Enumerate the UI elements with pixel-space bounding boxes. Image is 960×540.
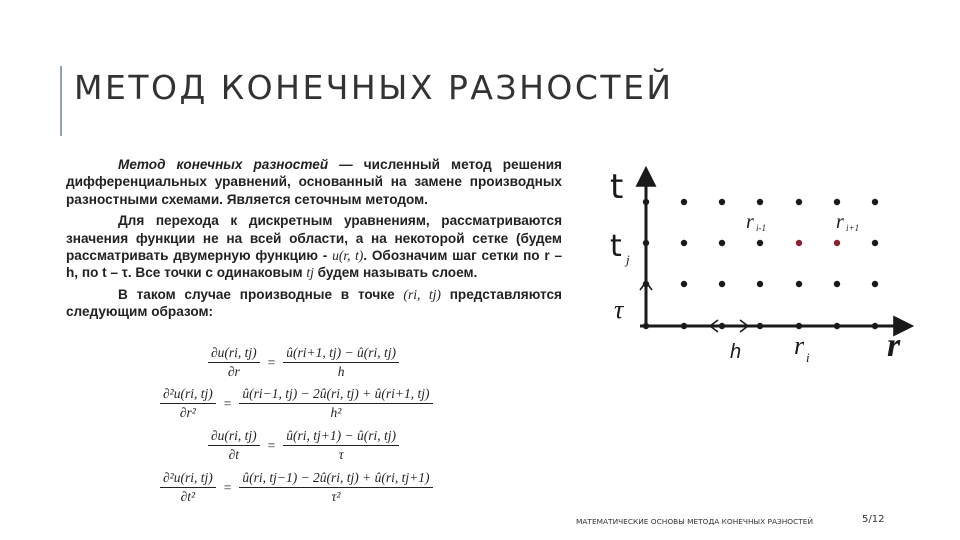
numerator: ∂u(ri, tj) — [208, 428, 260, 446]
paragraph-definition — [66, 156, 562, 208]
fraction-lhs — [208, 345, 260, 380]
equals-sign: = — [223, 479, 232, 495]
numerator: û(ri, tj−1) − 2û(ri, tj) + û(ri, tj+1) — [239, 470, 432, 488]
function-notation: u(r, t) — [332, 248, 364, 264]
fraction-rhs — [239, 386, 432, 421]
grid-node — [643, 323, 649, 329]
equals-sign: = — [267, 354, 276, 370]
ri-plus-label-subscript: i+1 — [846, 223, 860, 233]
h-label: h — [730, 341, 742, 363]
grid-diagram — [596, 160, 926, 380]
grid-node — [872, 199, 878, 205]
term-fdm: Метод конечных разностей — [118, 157, 329, 172]
denominator: ∂r² — [179, 405, 196, 420]
t-axis-label: t — [610, 167, 624, 207]
numerator: û(ri, tj+1) − û(ri, tj) — [283, 428, 399, 446]
grid-node — [796, 199, 802, 205]
numerator: û(ri+1, tj) − û(ri, tj) — [283, 345, 399, 363]
equals-sign: = — [223, 395, 232, 411]
paragraph-derivatives-text-a: В таком случае производные в точке — [118, 286, 404, 302]
ri-minus-label: r — [746, 211, 754, 233]
point-notation: (ri, tj) — [403, 286, 441, 302]
grid-node — [757, 199, 763, 205]
grid-node — [757, 323, 763, 329]
grid-node — [872, 281, 878, 287]
grid-node — [834, 323, 840, 329]
grid-node — [643, 199, 649, 205]
grid-node — [681, 281, 687, 287]
grid-node — [681, 199, 687, 205]
paragraph-grid — [66, 212, 562, 282]
ri-label-subscript: i — [806, 350, 810, 365]
fraction-rhs — [239, 470, 432, 505]
numerator: û(ri−1, tj) − 2û(ri, tj) + û(ri+1, tj) — [239, 386, 432, 404]
grid-node-highlighted — [796, 240, 802, 246]
grid-node — [872, 240, 878, 246]
grid-node — [719, 199, 725, 205]
ri-minus-label-subscript: i-1 — [756, 223, 766, 233]
grid-node-highlighted — [834, 240, 840, 246]
fraction-lhs — [160, 386, 216, 421]
grid-node — [681, 240, 687, 246]
ri-label: r — [794, 331, 805, 360]
grid-node — [757, 281, 763, 287]
title-accent-bar — [60, 66, 62, 136]
paragraph-definition-text: — численный метод решения дифференциальных уравнений, основанный на замене производных разностными схемами. Является сеточным методом. — [66, 157, 562, 207]
denominator: ∂t² — [180, 489, 196, 504]
denominator: h — [337, 364, 345, 379]
grid-node — [681, 323, 687, 329]
fraction-rhs — [283, 428, 399, 463]
formula-second-derivative-r — [160, 386, 433, 421]
grid-node — [719, 323, 725, 329]
denominator: ∂t — [228, 447, 240, 462]
numerator: ∂²u(ri, tj) — [160, 470, 216, 488]
paragraph-derivatives-text-b: представляются следующим образом: — [66, 286, 562, 320]
numerator: ∂u(ri, tj) — [208, 345, 260, 363]
denominator: ∂r — [227, 364, 240, 379]
grid-node — [834, 199, 840, 205]
ri-plus-label: r — [836, 211, 844, 233]
fraction-rhs — [283, 345, 399, 380]
equals-sign: = — [267, 437, 276, 453]
paragraph-grid-text-c: будем называть слоем. — [313, 265, 478, 281]
grid-node — [796, 323, 802, 329]
grid-node — [796, 281, 802, 287]
grid-node — [872, 323, 878, 329]
paragraph-grid-text-a: Для перехода к дискретным уравнениям, рассматриваются значения функции не на всей области, а на некоторой сетке (будем рассматривать двумерную функцию - — [66, 213, 562, 264]
paragraph-grid-text-b: . Обозначим шаг сетки по r – h, по t – τ. Все точки с одинаковым — [66, 248, 562, 281]
formula-first-derivative-r — [208, 345, 399, 380]
page-number: 5/12 — [862, 514, 885, 525]
denominator: h² — [330, 405, 342, 420]
denominator: τ — [338, 447, 344, 462]
grid-node — [834, 281, 840, 287]
tj-label-subscript: j — [626, 252, 630, 267]
fraction-lhs — [160, 470, 216, 505]
paragraph-derivatives — [66, 286, 562, 321]
grid-node — [719, 240, 725, 246]
body-text — [66, 156, 562, 325]
grid-node — [719, 281, 725, 287]
grid-node — [757, 240, 763, 246]
layer-notation: tj — [306, 265, 314, 281]
r-axis-label: r — [887, 327, 901, 364]
formula-second-derivative-t — [160, 470, 433, 505]
fraction-lhs — [208, 428, 260, 463]
footer-text: МАТЕМАТИЧЕСКИЕ ОСНОВЫ МЕТОДА КОНЕЧНЫХ РАЗНОСТЕЙ — [576, 517, 813, 526]
denominator: τ² — [331, 489, 341, 504]
grid-node — [643, 240, 649, 246]
tj-label: t — [610, 229, 622, 264]
formula-first-derivative-t — [208, 428, 399, 463]
numerator: ∂²u(ri, tj) — [160, 386, 216, 404]
tau-label: τ — [614, 295, 624, 324]
slide-title: МЕТОД КОНЕЧНЫХ РАЗНОСТЕЙ — [74, 68, 674, 107]
